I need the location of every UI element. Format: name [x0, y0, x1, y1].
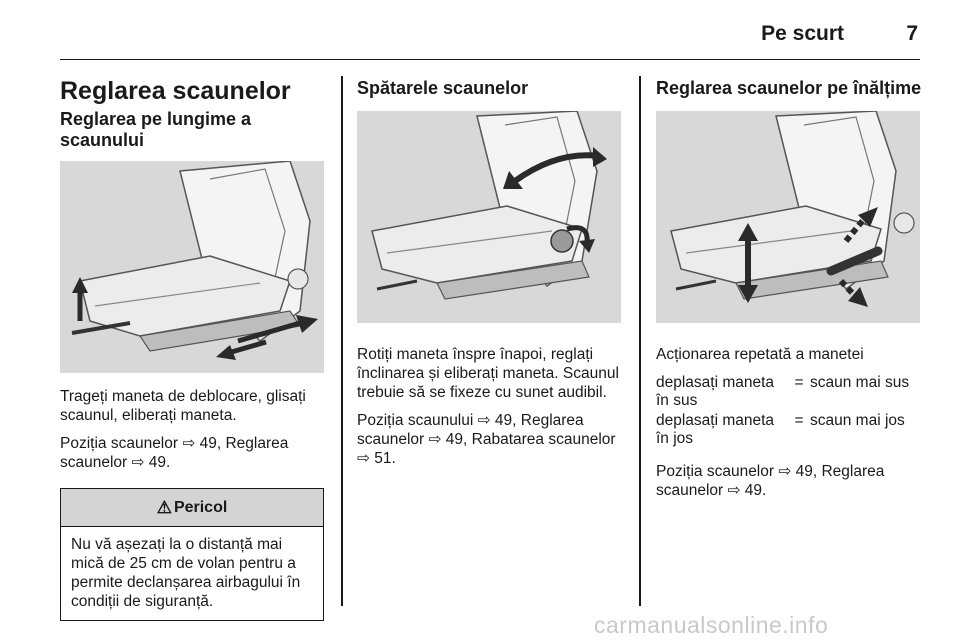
warning-header: [61, 489, 323, 527]
reference-text: Poziția scaunelor ⇨ 49, Reglarea scaunelor ⇨ 49.: [656, 463, 885, 499]
reference-text: Poziția scaunelor ⇨ 49, Reglarea scaunelor ⇨ 49.: [60, 435, 289, 471]
page-header: [60, 18, 920, 60]
column-seat-length: [60, 76, 324, 621]
seat-backrest-adjust-illustration: [357, 111, 621, 323]
column-divider: [341, 76, 343, 606]
subtitle-backrest: Spătarele scaunelor: [357, 78, 529, 98]
reference-text: Poziția scaunului ⇨ 49, Reglarea scaunelor ⇨ 49, Rabatarea scaunelor ⇨ 51.: [357, 412, 616, 467]
instruction-text: Trageți maneta de deblocare, glisați scaunul, eliberați maneta.: [60, 388, 306, 424]
page-number: 7: [906, 22, 918, 45]
subtitle-height: Reglarea scaunelor pe înălțime: [656, 78, 922, 98]
column-backrest: [357, 76, 621, 468]
equals-cell: =: [794, 412, 804, 429]
warning-triangle-icon: ⚠: [156, 497, 172, 517]
seat-length-adjust-illustration: [60, 161, 324, 373]
column-seat-height: [656, 76, 920, 500]
result-cell: scaun mai jos: [810, 412, 905, 429]
section-title: Pe scurt: [761, 22, 844, 45]
watermark: carmanualsonline.info: [594, 612, 829, 638]
actions-table: [656, 374, 920, 448]
action-cell: deplasați maneta în jos: [656, 412, 775, 447]
instruction-text: Rotiți maneta înspre înapoi, reglați înclinarea și eliberați maneta. Scaunul trebuie să se fixeze cu sunet audibil.: [357, 346, 619, 401]
subtitle-length: Reglarea pe lungime a scaunului: [60, 109, 252, 150]
action-cell: deplasați maneta în sus: [656, 374, 775, 409]
table-row: [656, 410, 920, 448]
seat-height-adjust-illustration: [656, 111, 920, 323]
warning-box: [60, 488, 324, 621]
warning-title: Pericol: [173, 498, 228, 516]
column-divider: [639, 76, 641, 606]
instruction-text: Acționarea repetată a manetei: [656, 346, 864, 363]
equals-cell: =: [794, 374, 804, 391]
chapter-title: Reglarea scaunelor: [60, 77, 291, 105]
result-cell: scaun mai sus: [810, 374, 910, 391]
warning-text: Nu vă așezați la o distanță mai mică de 25 cm de volan pentru a permite declanșarea airbagului în condiții de siguranță.: [71, 536, 301, 610]
table-row: [656, 374, 920, 410]
